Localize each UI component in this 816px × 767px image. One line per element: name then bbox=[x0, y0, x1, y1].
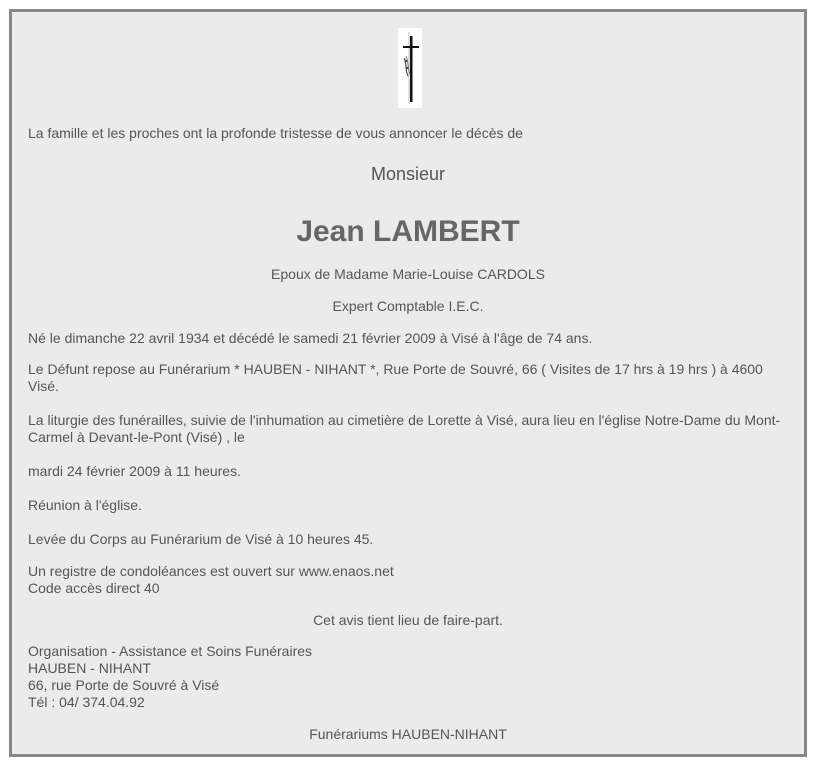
title-text: Monsieur bbox=[370, 164, 446, 184]
meeting-text: Réunion à l'église. bbox=[28, 497, 142, 513]
liturgy-text: La liturgie des funérailles, suivie de l'inhumation au cimetière de Lorette à Visé, aura lieu en l'église Notre-Dame du Mont-Carmel à Devant-le-Pont (Visé) , le bbox=[28, 412, 781, 445]
obituary-card bbox=[9, 9, 807, 757]
rest-text: Le Défunt repose au Funérarium * HAUBEN - NIHANT *, Rue Porte de Souvré, 66 ( Visites de 17 hrs à 19 hrs ) à 4600 Visé. bbox=[28, 361, 763, 394]
organisation-address: 66, rue Porte de Souvré à Visé bbox=[28, 677, 220, 693]
spouse-text: Epoux de Madame Marie-Louise CARDOLS bbox=[271, 266, 545, 282]
profession-text: Expert Comptable I.E.C. bbox=[332, 298, 484, 314]
register-text: Un registre de condoléances est ouvert sur www.enaos.net bbox=[28, 563, 394, 579]
organisation-name: HAUBEN - NIHANT bbox=[28, 660, 151, 676]
deceased-name: Jean LAMBERT bbox=[296, 215, 520, 248]
faire-part-text: Cet avis tient lieu de faire-part. bbox=[313, 612, 503, 628]
organisation-phone: Tél : 04/ 374.04.92 bbox=[28, 694, 145, 710]
intro-text: La famille et les proches ont la profonde tristesse de vous annoncer le décès de bbox=[28, 125, 523, 141]
footer-text: Funérariums HAUBEN-NIHANT bbox=[309, 726, 507, 742]
organisation-line: Organisation - Assistance et Soins Funéraires bbox=[28, 643, 313, 659]
date-text: mardi 24 février 2009 à 11 heures. bbox=[28, 463, 241, 479]
birth-death-text: Né le dimanche 22 avril 1934 et décédé le samedi 21 février 2009 à Visé à l'âge de 74 ans. bbox=[28, 330, 593, 346]
levee-text: Levée du Corps au Funérarium de Visé à 10 heures 45. bbox=[28, 531, 374, 547]
cross-icon bbox=[398, 28, 422, 108]
access-code-text: Code accès direct 40 bbox=[28, 580, 160, 596]
